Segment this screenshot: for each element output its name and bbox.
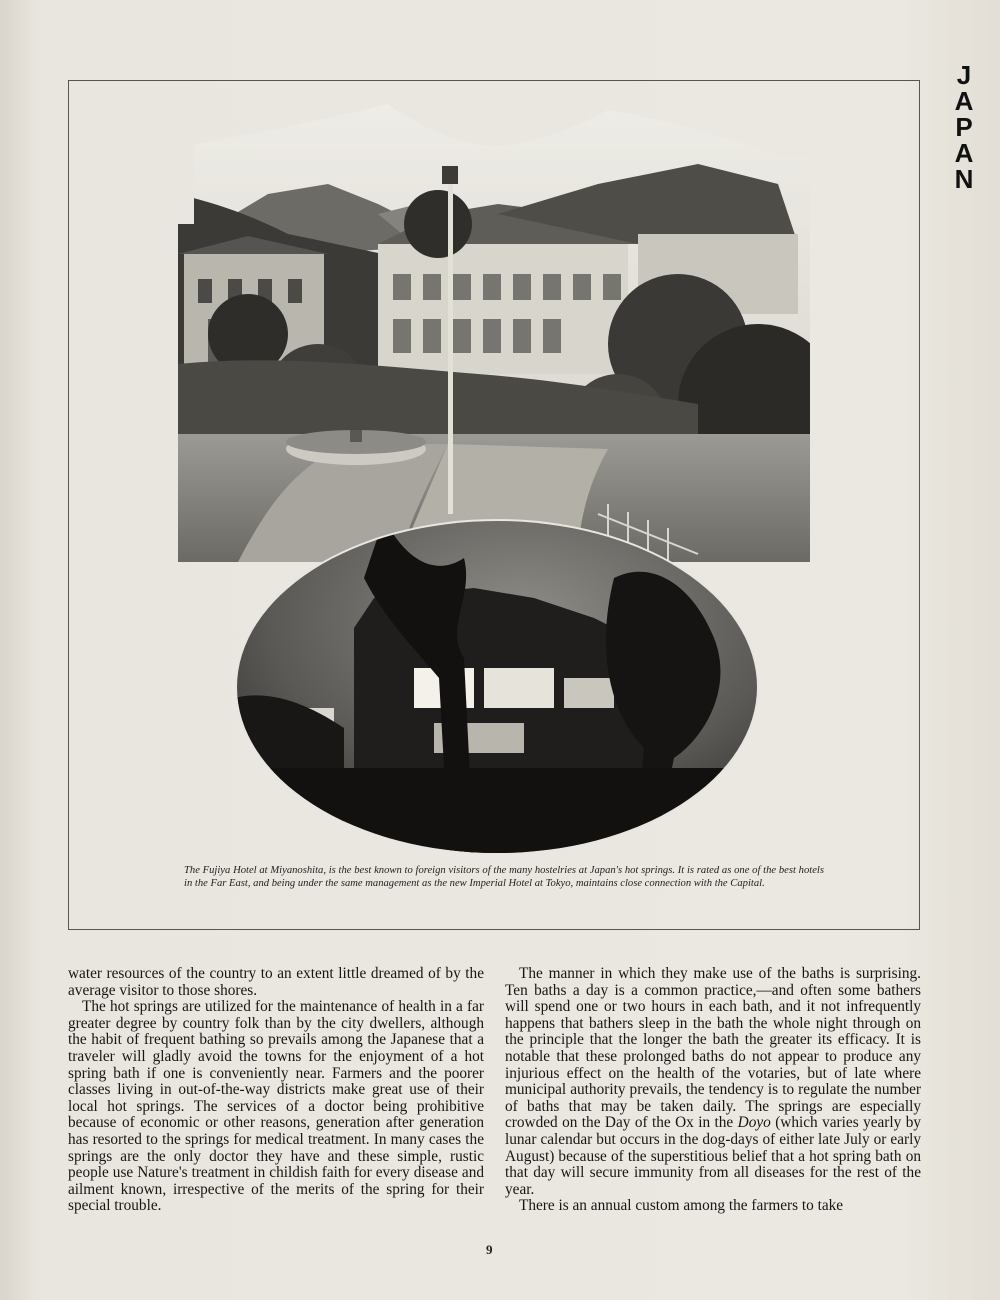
side-title-letter: N: [954, 164, 974, 194]
paragraph: There is an annual custom among the farmers to take: [519, 1197, 844, 1215]
paragraph: [505, 966, 921, 1198]
italic-term: Doyo: [737, 1114, 771, 1132]
hotel-night-photo: [234, 518, 760, 856]
page-number: 9: [486, 1242, 493, 1257]
paragraph-text: (which varies yearly by lunar calendar but occurs in the dog-days of either late July or early August) because of the superstitious belief that a hot spring bath on that day will secure immunity from all diseases for the rest of the year.: [505, 1114, 922, 1198]
side-title-letter: J: [956, 60, 972, 90]
paragraph-text: The manner in which they make use of the baths is surprising. Ten baths a day is a common practice,—and often some bathers will spend one or two hours in each bath, and it not infrequently happens that bathers sleep in the bath the whole night through on the principle that the longer the bath the greater its efficacy. It is notable that these prolonged baths do not appear to produce any injurious effect on the health of the votaries, but of late where municipal authority prevails, the tendency is to regulate the number of baths that may be taken daily. The springs are especially crowded on the Day of the Ox in the: [505, 965, 921, 1132]
photo-caption: The Fujiya Hotel at Miyanoshita, is the best known to foreign visitors of the many hostelries at Japan's hot springs. It is rated as one of the best hotels in the Far East, and being under the same management as the new Imperial Hotel at Tokyo, maintains close connection with the Capital.: [184, 865, 824, 890]
side-title-letter: A: [954, 86, 974, 116]
paragraph: The hot springs are utilized for the maintenance of health in a far greater degree by country folk than by the city dwellers, although the habit of frequent bathing so prevails among the Japanese that a traveler will gladly avoid the towns for the enjoyment of a hot spring bath if one is conveniently near. Farmers and the poorer classes living in out-of-the-way districts make great use of their local hot springs. The services of a doctor being prohibitive because of economic or other reasons, generation after generation has resorted to the springs for medical treatment. In many cases the springs are the only doctor they have and these simple, rustic people use Nature's treatment in childish faith for every disease and ailment known, irrespective of the merits of the spring for their special trouble.: [68, 998, 484, 1215]
text-column-right: [505, 966, 921, 1215]
hotel-daytime-photo: [178, 104, 810, 562]
side-title-letter: A: [954, 138, 974, 168]
paragraph: water resources of the country to an extent little dreamed of by the average visitor to those shores.: [68, 965, 484, 999]
side-title-letter: P: [955, 112, 973, 142]
text-column-left: [68, 966, 484, 1215]
side-title-japan: [944, 62, 984, 192]
